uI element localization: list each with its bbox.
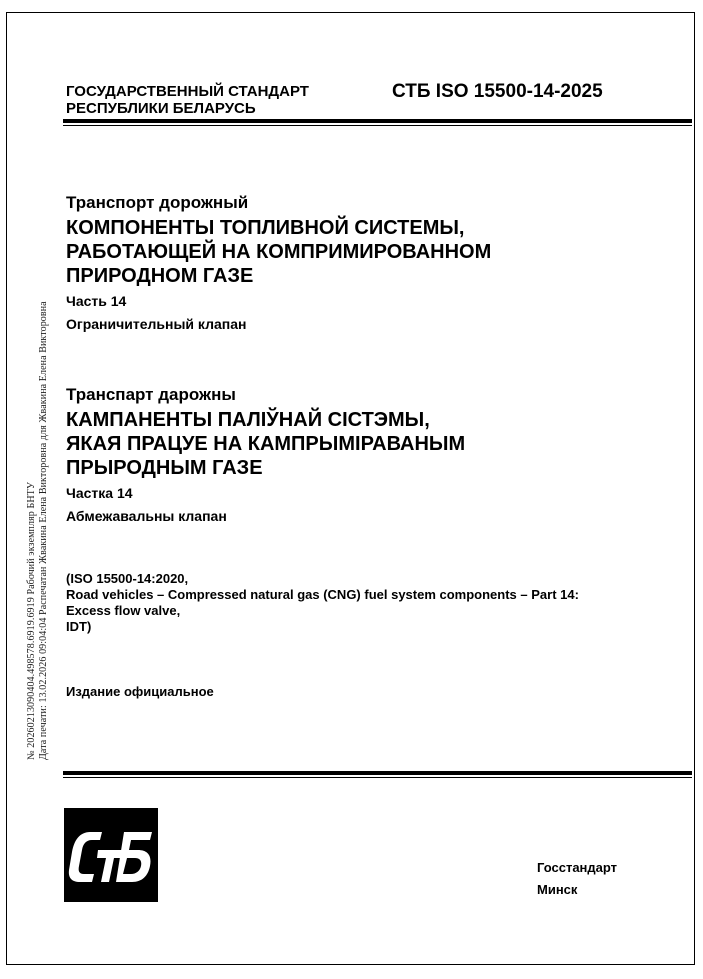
publisher-name: Госстандарт	[537, 860, 618, 875]
issuing-authority-line-2: РЕСПУБЛИКИ БЕЛАРУСЬ	[66, 100, 256, 117]
belarusian-title-line: ЯКАЯ ПРАЦУЕ НА КАМПРЫМІРАВАНЫМ	[66, 433, 466, 455]
russian-title-block	[66, 193, 491, 333]
belarusian-title-line: ПРЫРОДНЫМ ГАЗЕ	[66, 457, 263, 479]
iso-reference-line: Road vehicles – Compressed natural gas (CNG) fuel system components – Part 14:	[66, 587, 579, 602]
publisher-city: Минск	[537, 882, 578, 897]
header-rule-thin	[63, 125, 692, 126]
edition-label: Издание официальное	[66, 684, 214, 699]
stb-logo-graphic	[64, 808, 158, 902]
belarusian-subject: Транспарт дарожны	[66, 385, 236, 404]
iso-reference-line: IDT)	[66, 619, 92, 634]
issuing-authority-line-1: ГОСУДАРСТВЕННЫЙ СТАНДАРТ	[66, 83, 309, 100]
iso-reference	[66, 571, 579, 635]
belarusian-title	[66, 408, 465, 480]
belarusian-part-name: Абмежавальны клапан	[66, 508, 227, 524]
iso-reference-line: Excess flow valve,	[66, 603, 181, 618]
belarusian-title-block	[66, 385, 465, 525]
iso-reference-line: (ISO 15500-14:2020,	[66, 571, 189, 586]
russian-part-name: Ограничительный клапан	[66, 316, 247, 332]
russian-title-line: ПРИРОДНОМ ГАЗЕ	[66, 265, 254, 287]
footer-rule-thin	[63, 777, 692, 778]
print-stamp-line-2: Дата печати: 13.02.2026 09:04:04 Распечатан Жвакина Елена Викторовна для Жвакина Елена Викторовна	[38, 301, 49, 760]
header-rule-thick	[63, 119, 692, 123]
belarusian-title-line: КАМПАНЕНТЫ ПАЛІЎНАЙ СІСТЭМЫ,	[66, 409, 430, 431]
russian-part-number: Часть 14	[66, 293, 127, 309]
russian-subject: Транспорт дорожный	[66, 193, 249, 212]
print-stamp-line-1: № 20260213090404.498578.6919.6919 Рабочий экземпляр БНТУ	[26, 481, 37, 760]
russian-title-line: КОМПОНЕНТЫ ТОПЛИВНОЙ СИСТЕМЫ,	[66, 217, 465, 239]
stb-logo-icon	[64, 808, 158, 902]
print-stamp	[26, 301, 50, 760]
issuing-authority	[66, 83, 309, 117]
belarusian-part-number: Частка 14	[66, 485, 133, 501]
standard-designation: СТБ ISO 15500-14-2025	[392, 81, 603, 102]
footer-rule-thick	[63, 771, 692, 775]
russian-title	[66, 216, 491, 288]
russian-title-line: РАБОТАЮЩЕЙ НА КОМПРИМИРОВАННОМ	[66, 241, 492, 263]
publisher-block	[537, 857, 617, 901]
